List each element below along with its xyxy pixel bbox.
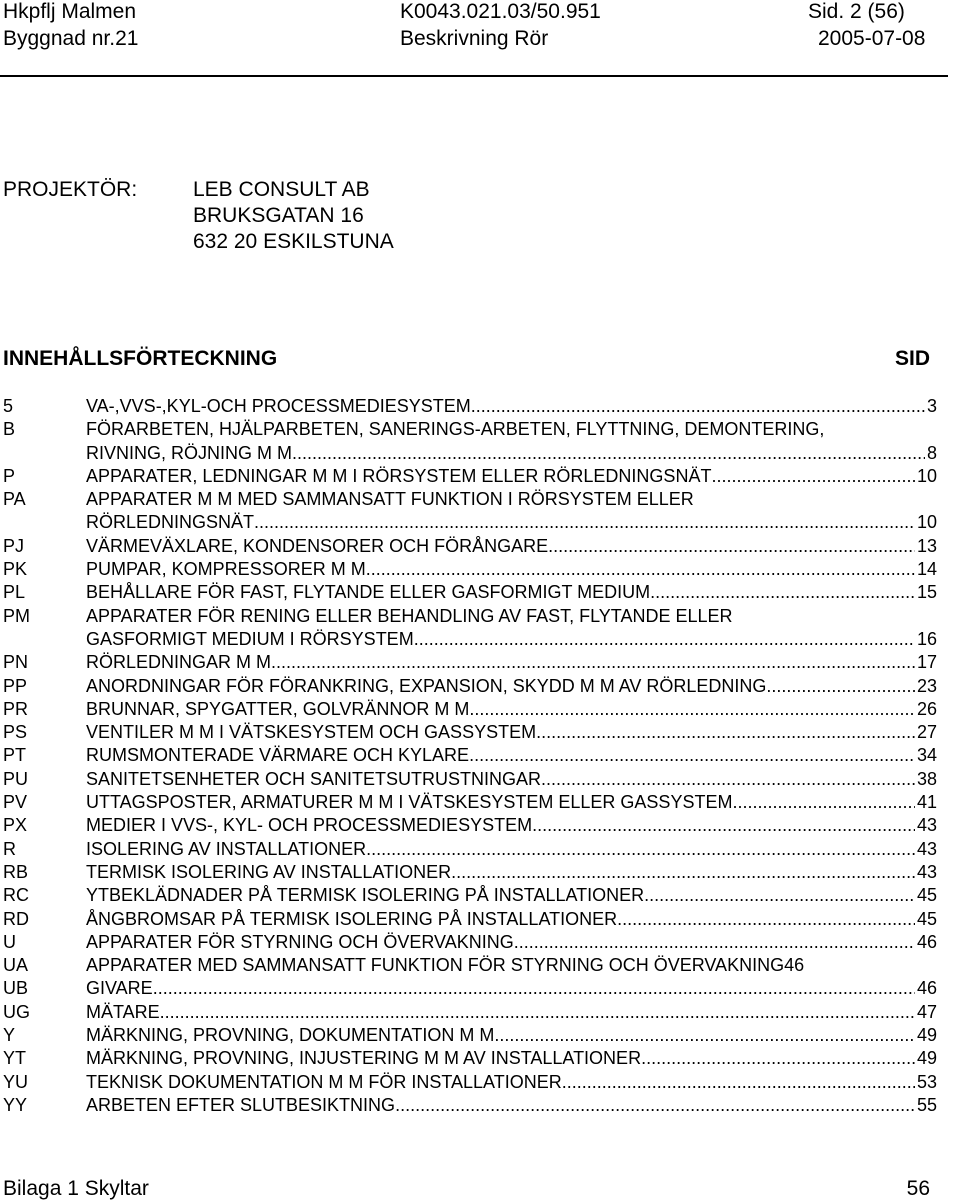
toc-entry-title: VÄRMEVÄXLARE, KONDENSORER OCH FÖRÅNGARE: [86, 535, 549, 556]
toc-entry: [3, 418, 937, 441]
toc-entry: [3, 675, 937, 698]
toc-entry-line: [86, 814, 937, 837]
toc-entry-page: 45: [916, 885, 937, 906]
toc-leader-dots: [617, 908, 915, 931]
toc-entry-code: PM: [3, 605, 30, 626]
toc-entry: [3, 651, 937, 674]
toc-entry-line: [86, 744, 937, 767]
toc-entry-title: RIVNING, RÖJNING M M: [86, 442, 292, 463]
toc-entry-title: UTTAGSPOSTER, ARMATURER M M I VÄTSKESYSTEM ELLER GASSYSTEM: [86, 792, 733, 813]
toc-leader-dots: [711, 465, 915, 488]
toc-entry-title: SANITETSENHETER OCH SANITETSUTRUSTNINGAR: [86, 768, 542, 789]
toc-entry-title: APPARATER MED SAMMANSATT FUNKTION FÖR STYRNING OCH ÖVERVAKNING46: [86, 955, 805, 976]
toc-entry-line: [86, 1001, 937, 1024]
toc-entry-line: [86, 1094, 937, 1117]
toc-leader-dots: [366, 838, 915, 861]
toc-entry-line: [86, 675, 937, 698]
toc-entry-continuation: [3, 442, 937, 465]
toc-entry-title: MEDIER I VVS-, KYL- OCH PROCESSMEDIESYSTEM: [86, 815, 533, 836]
toc-entry: [3, 1047, 937, 1070]
toc-entry-page: 13: [916, 535, 937, 556]
toc-entry: [3, 931, 937, 954]
toc-entry: [3, 791, 937, 814]
toc-entry-page: 8: [926, 442, 937, 463]
toc-entry: [3, 395, 937, 418]
toc-entry-code: UA: [3, 955, 29, 976]
toc-entry: [3, 558, 937, 581]
toc-entry-line: [86, 581, 937, 604]
toc-entry-code: PT: [3, 745, 27, 766]
toc-entry-page: 14: [916, 559, 937, 580]
header-building: Byggnad nr.21: [3, 27, 139, 50]
toc-leader-dots: [771, 675, 915, 698]
toc-entry-code: YY: [3, 1094, 28, 1115]
toc-leader-dots: [414, 628, 915, 651]
toc-entry-page: 34: [916, 745, 937, 766]
toc-entry-title-line1: APPARATER FÖR RENING ELLER BEHANDLING AV FAST, FLYTANDE ELLER: [86, 605, 733, 626]
toc-entry-line: [86, 1071, 937, 1094]
toc-entry-page: 15: [916, 582, 937, 603]
toc-entry-page: 46: [916, 931, 937, 952]
toc-leader-dots: [395, 1094, 915, 1117]
toc-entry-line: [86, 535, 937, 558]
toc-entry-code: RD: [3, 908, 29, 929]
toc-entry-continuation: [3, 628, 937, 651]
toc-entry: [3, 721, 937, 744]
toc-entry-title: APPARATER FÖR STYRNING OCH ÖVERVAKNING: [86, 931, 514, 952]
toc-entry-page: 3: [926, 396, 937, 416]
toc-page-column-label: SID: [894, 347, 930, 370]
toc-entry: [3, 605, 937, 628]
toc-entry-line: [86, 1047, 937, 1070]
project-street: BRUKSGATAN 16: [193, 204, 364, 227]
toc-entry-title: MÄTARE: [86, 1001, 160, 1022]
toc-entry: [3, 977, 937, 1000]
toc-entry-title: APPARATER, LEDNINGAR M M I RÖRSYSTEM ELLER RÖRLEDNINGSNÄT: [86, 465, 712, 486]
toc-entry-title: GIVARE: [86, 978, 153, 999]
toc-entry-line: [86, 1024, 937, 1047]
toc-entry-code: PU: [3, 768, 29, 789]
toc-entry: [3, 1024, 937, 1047]
toc-entry-page: 10: [916, 512, 937, 533]
toc-entry-title: BEHÅLLARE FÖR FAST, FLYTANDE ELLER GASFORMIGT MEDIUM: [86, 582, 651, 603]
toc-entry-title: MÄRKNING, PROVNING, DOKUMENTATION M M: [86, 1025, 495, 1046]
toc-entry-title: RUMSMONTERADE VÄRMARE OCH KYLARE: [86, 745, 470, 766]
toc-entry: [3, 861, 937, 884]
toc-entry-page: 55: [916, 1094, 937, 1115]
toc-entry-title: GASFORMIGT MEDIUM I RÖRSYSTEM: [86, 628, 414, 649]
toc-entry-code: PS: [3, 722, 28, 743]
toc-entry: [3, 884, 937, 907]
footer-page-total: 56: [906, 1177, 930, 1200]
toc-title: INNEHÅLLSFÖRTECKNING: [3, 347, 278, 370]
toc-entry-page: 43: [916, 861, 937, 882]
toc-entry-code: UG: [3, 1001, 30, 1022]
toc-entry-line: [86, 651, 937, 674]
toc-entry-line: [86, 442, 937, 465]
toc-entry-code: R: [3, 838, 16, 859]
toc-entry-line: [86, 977, 937, 1000]
toc-entry-line: [86, 931, 937, 954]
toc-entry-title: PUMPAR, KOMPRESSORER M M: [86, 559, 366, 580]
toc-leader-dots: [292, 442, 925, 465]
header-page: Sid. 2 (56): [808, 0, 905, 23]
toc-leader-dots: [451, 861, 915, 884]
toc-entry-title-line1: APPARATER M M MED SAMMANSATT FUNKTION I RÖRSYSTEM ELLER: [86, 489, 694, 510]
table-of-contents: [3, 395, 937, 1117]
toc-entry-line: [86, 861, 937, 884]
project-company: LEB CONSULT AB: [193, 178, 370, 201]
toc-entry-line: [86, 558, 937, 581]
toc-entry-title: TEKNISK DOKUMENTATION M M FÖR INSTALLATIONER: [86, 1071, 562, 1092]
toc-leader-dots: [641, 1047, 915, 1070]
toc-entry-title: BRUNNAR, SPYGATTER, GOLVRÄNNOR M M: [86, 698, 470, 719]
toc-entry-line: [86, 791, 937, 814]
toc-entry-title: YTBEKLÄDNADER PÅ TERMISK ISOLERING PÅ INSTALLATIONER: [86, 885, 645, 906]
toc-entry-title: ANORDNINGAR FÖR FÖRANKRING, EXPANSION, SKYDD M M AV RÖRLEDNING.: [86, 675, 772, 696]
toc-entry-line: [86, 698, 937, 721]
toc-entry: [3, 954, 937, 977]
toc-entry-code: YU: [3, 1071, 29, 1092]
header-doc-number: K0043.021.03/50.951: [400, 0, 601, 23]
toc-entry-title: ARBETEN EFTER SLUTBESIKTNING: [86, 1094, 396, 1115]
toc-entry-code: PP: [3, 675, 28, 696]
toc-entry-code: B: [3, 419, 16, 440]
header-description: Beskrivning Rör: [400, 27, 549, 50]
toc-leader-dots: [471, 395, 925, 418]
toc-entry-page: 43: [916, 815, 937, 836]
toc-entry-code: PR: [3, 698, 29, 719]
toc-leader-dots: [153, 977, 915, 1000]
toc-entry-code: RC: [3, 885, 29, 906]
toc-entry-page: 27: [916, 722, 937, 743]
toc-entry-code: 5: [3, 396, 14, 416]
toc-leader-dots: [469, 698, 915, 721]
toc-entry-code: PK: [3, 559, 28, 580]
toc-entry-page: 41: [916, 792, 937, 813]
toc-entry: [3, 488, 937, 511]
toc-entry-continuation: [3, 511, 937, 534]
header-rule: [0, 75, 948, 77]
toc-entry-title: TERMISK ISOLERING AV INSTALLATIONER: [86, 861, 452, 882]
toc-entry-page: 46: [916, 978, 937, 999]
toc-leader-dots: [366, 558, 915, 581]
toc-entry-page: 17: [916, 652, 937, 673]
toc-entry-line: [86, 884, 937, 907]
toc-leader-dots: [514, 931, 915, 954]
toc-entry-page: 26: [916, 698, 937, 719]
toc-leader-dots: [562, 1071, 915, 1094]
toc-entry: [3, 1001, 937, 1024]
toc-entry: [3, 838, 937, 861]
toc-leader-dots: [160, 1001, 915, 1024]
footer-title: Bilaga 1 Skyltar: [3, 1177, 149, 1200]
project-city: 632 20 ESKILSTUNA: [193, 230, 394, 253]
toc-entry-page: 10: [916, 465, 937, 486]
toc-entry-code: PV: [3, 792, 28, 813]
header-date: 2005-07-08: [818, 27, 926, 50]
toc-entry-page: 49: [916, 1025, 937, 1046]
toc-entry-line: [86, 721, 937, 744]
toc-leader-dots: [548, 535, 915, 558]
toc-entry: [3, 465, 937, 488]
toc-entry-page: 47: [916, 1001, 937, 1022]
toc-entry-code: PN: [3, 652, 29, 673]
toc-entry-page: 53: [916, 1071, 937, 1092]
toc-leader-dots: [650, 581, 915, 604]
toc-entry: [3, 744, 937, 767]
toc-entry: [3, 814, 937, 837]
toc-entry: [3, 535, 937, 558]
toc-leader-dots: [644, 884, 915, 907]
toc-entry-page: 49: [916, 1048, 937, 1069]
toc-entry: [3, 1094, 937, 1117]
toc-leader-dots: [469, 744, 915, 767]
toc-leader-dots: [494, 1024, 915, 1047]
toc-entry-page: 16: [916, 628, 937, 649]
toc-entry-title: VA-,VVS-,KYL-OCH PROCESSMEDIESYSTEM: [86, 396, 471, 416]
toc-entry-code: U: [3, 931, 16, 952]
toc-entry-title: RÖRLEDNINGSNÄT: [86, 512, 255, 533]
toc-entry: [3, 581, 937, 604]
toc-entry: [3, 768, 937, 791]
toc-entry-title-line1: FÖRARBETEN, HJÄLPARBETEN, SANERINGS-ARBETEN, FLYTTNING, DEMONTERING,: [86, 419, 825, 440]
toc-entry-code: RB: [3, 861, 29, 882]
toc-entry-code: PX: [3, 815, 28, 836]
header-project: Hkpflj Malmen: [3, 0, 137, 23]
toc-entry-page: 43: [916, 838, 937, 859]
toc-entry-line: [86, 395, 937, 418]
toc-entry-title: MÄRKNING, PROVNING, INJUSTERING M M AV INSTALLATIONER: [86, 1048, 642, 1069]
toc-entry: [3, 698, 937, 721]
toc-entry-page: 38: [916, 768, 937, 789]
toc-leader-dots: [254, 511, 915, 534]
toc-entry-line: [86, 465, 937, 488]
toc-entry-page: 23: [916, 675, 937, 696]
toc-entry-line: [86, 628, 937, 651]
toc-entry-code: P: [3, 465, 16, 486]
toc-entry-code: YT: [3, 1048, 27, 1069]
toc-leader-dots: [541, 768, 915, 791]
toc-entry-title: RÖRLEDNINGAR M M: [86, 652, 272, 673]
project-label: PROJEKTÖR:: [3, 178, 138, 201]
toc-entry-title: ISOLERING AV INSTALLATIONER: [86, 838, 367, 859]
toc-entry-line: [86, 838, 937, 861]
toc-entry-code: PA: [3, 489, 26, 510]
toc-entry-code: UB: [3, 978, 29, 999]
toc-entry-code: PJ: [3, 535, 25, 556]
toc-entry-line: [86, 768, 937, 791]
toc-leader-dots: [271, 651, 915, 674]
toc-entry: [3, 908, 937, 931]
toc-entry-title: VENTILER M M I VÄTSKESYSTEM OCH GASSYSTEM: [86, 722, 537, 743]
toc-entry-code: Y: [3, 1025, 16, 1046]
toc-entry-title: ÅNGBROMSAR PÅ TERMISK ISOLERING PÅ INSTALLATIONER: [86, 908, 618, 929]
toc-leader-dots: [536, 721, 915, 744]
toc-leader-dots: [732, 791, 915, 814]
toc-entry: [3, 1071, 937, 1094]
toc-entry-line: [86, 908, 937, 931]
toc-entry-page: 45: [916, 908, 937, 929]
toc-entry-code: PL: [3, 582, 26, 603]
toc-leader-dots: [532, 814, 915, 837]
project-address: [193, 177, 394, 255]
toc-entry-line: [86, 511, 937, 534]
